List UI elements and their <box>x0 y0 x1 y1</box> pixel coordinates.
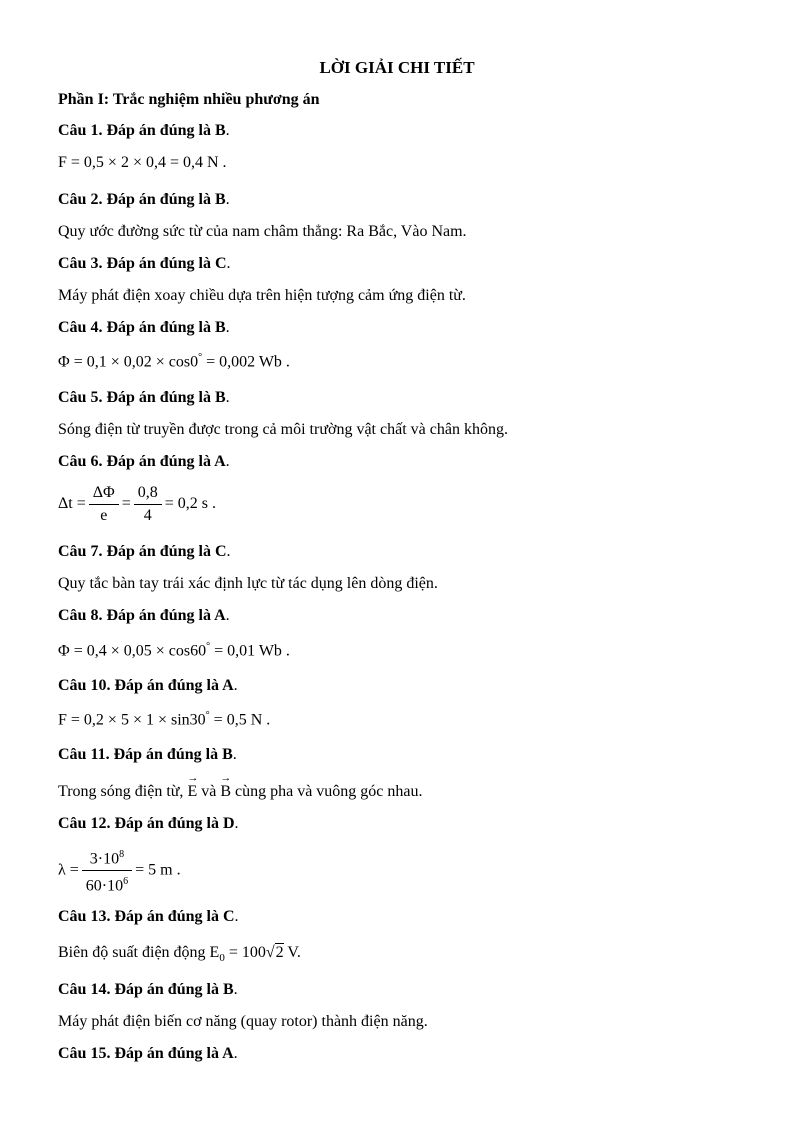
answer-text: Quy ước đường sức từ của nam châm thẳng: Ra Bắc, Vào Nam. <box>58 223 467 240</box>
formula-line: Φ = 0,1 × 0,02 × cos0° = 0,002 Wb . <box>58 352 290 371</box>
question-heading: Câu 6. Đáp án đúng là A. <box>58 453 230 470</box>
answer-text: Máy phát điện xoay chiều dựa trên hiện tượng cảm ứng điện từ. <box>58 287 466 304</box>
question-heading: Câu 11. Đáp án đúng là B. <box>58 746 237 763</box>
formula-line: F = 0,5 × 2 × 0,4 = 0,4 N . <box>58 154 227 171</box>
question-heading: Câu 12. Đáp án đúng là D. <box>58 815 239 832</box>
question-heading: Câu 2. Đáp án đúng là B. <box>58 191 230 208</box>
formula-line: Δt = $\frac{\Delta\Phi}{e}$ = $\frac{0,8}{4}$ = 0,2 s . <box>58 484 217 524</box>
answer-text: Máy phát điện biến cơ năng (quay rotor) thành điện năng. <box>58 1013 428 1030</box>
question-heading: Câu 3. Đáp án đúng là C. <box>58 255 231 272</box>
page-title: LỜI GIẢI CHI TIẾT <box>319 58 475 77</box>
question-heading: Câu 13. Đáp án đúng là C. <box>58 908 239 925</box>
question-heading: Câu 5. Đáp án đúng là B. <box>58 389 230 406</box>
answer-text: Trong sóng điện từ, → E và → B cùng pha và vuông góc nhau. <box>58 783 423 801</box>
answer-text: Quy tắc bàn tay trái xác định lực từ tác dụng lên dòng điện. <box>58 575 438 592</box>
question-heading: Câu 14. Đáp án đúng là B. <box>58 981 238 998</box>
question-heading: Câu 4. Đáp án đúng là B. <box>58 319 230 336</box>
formula-line: λ = $\frac{3\cdot 10^8}{60\cdot 10^6}$ = 5 m . <box>58 846 181 896</box>
question-heading: Câu 15. Đáp án đúng là A. <box>58 1045 238 1062</box>
formula-line: Φ = 0,4 × 0,05 × cos60° = 0,01 Wb . <box>58 641 290 660</box>
answer-text: Biên độ suất điện động $E_0 = 100√2$ V. <box>58 944 301 965</box>
formula-line: F = 0,2 × 5 × 1 × sin30° = 0,5 N . <box>58 710 271 729</box>
question-heading: Câu 7. Đáp án đúng là C. <box>58 543 231 560</box>
question-heading: Câu 8. Đáp án đúng là A. <box>58 607 230 624</box>
question-heading: Câu 1. Đáp án đúng là B. <box>58 122 230 139</box>
answer-text: Sóng điện từ truyền được trong cả môi trường vật chất và chân không. <box>58 421 508 438</box>
part-heading: Phần I: Trắc nghiệm nhiều phương án <box>58 91 320 108</box>
question-heading: Câu 10. Đáp án đúng là A. <box>58 677 238 694</box>
